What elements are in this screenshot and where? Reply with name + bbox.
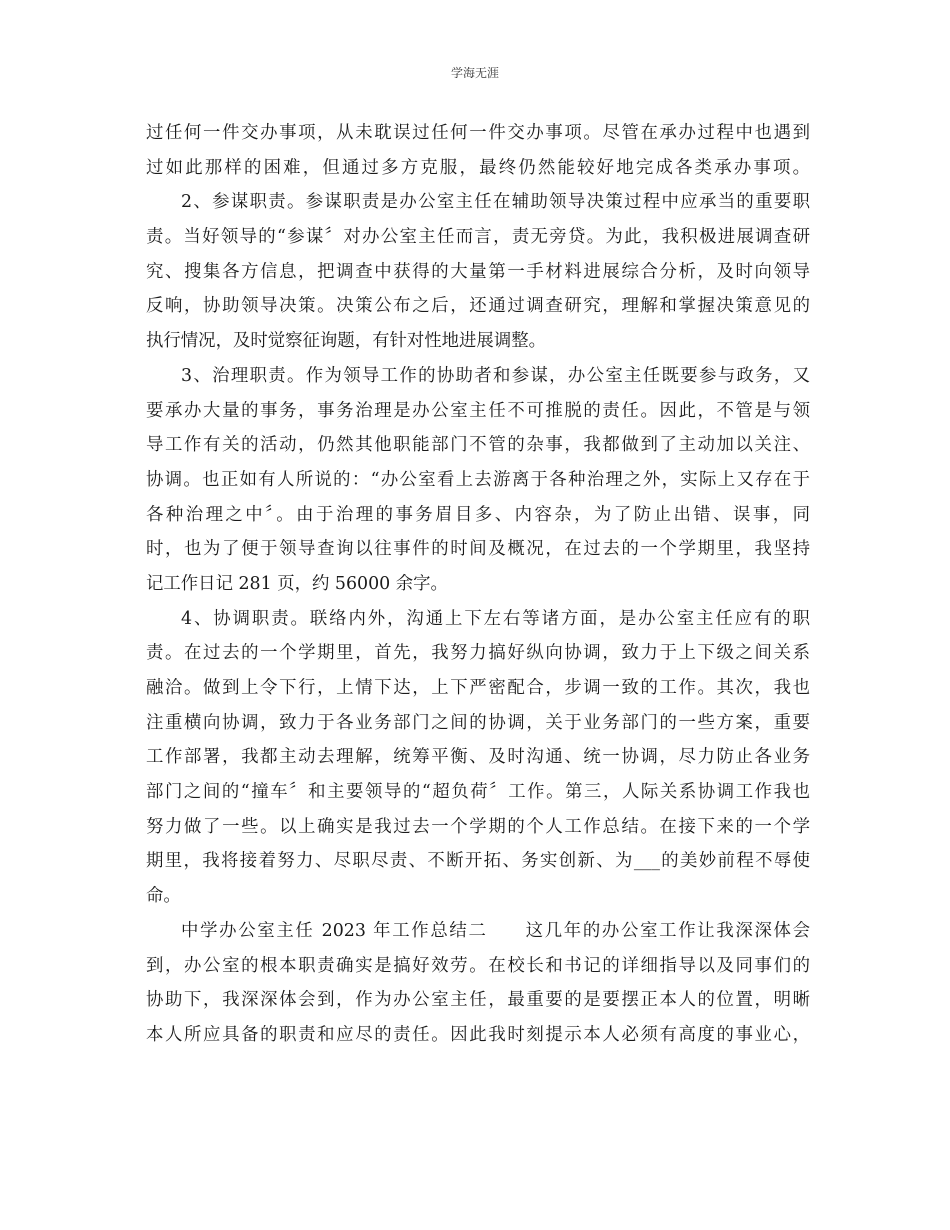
text-line: 时，也为了便于领导查询以往事件的时间及概况，在过去的一个学期里，我坚持 [146,539,810,560]
text-line: 4、协调职责。联络内外，沟通上下左右等诸方面，是办公室主任应有的职 [181,608,810,629]
text-line: 2、参谋职责。参谋职责是办公室主任在辅助领导决策过程中应承当的重要职 [181,192,810,213]
text-line: 工作部署，我都主动去理解，统筹平衡、及时沟通、统一协调，尽力防止各业务 [146,747,810,768]
document-body [146,116,810,1053]
text-line: 执行情况，及时觉察征询题，有针对性地进展调整。 [146,331,546,352]
text-line: 到，办公室的根本职责确实是搞好效劳。在校长和书记的详细指导以及同事们的 [146,955,810,976]
text-line: 责。在过去的一个学期里，首先，我努力搞好纵向协调，致力于上下级之间关系 [146,643,810,664]
page-header: 学海无涯 [450,66,499,80]
text-line: 本人所应具备的职责和应尽的责任。因此我时刻提示本人必须有高度的事业心， [146,1024,810,1045]
text-line: 中学办公室主任 2023 年工作总结二 这几年的办公室工作让我深深体会 [181,920,810,941]
text-line: 责。当好领导的“参谋〞对办公室主任而言，责无旁贷。为此，我积极进展调查研 [146,227,810,248]
text-line: 3、治理职责。作为领导工作的协助者和参谋，办公室主任既要参与政务，又 [181,365,810,386]
text-line: 反响，协助领导决策。决策公布之后，还通过调查研究，理解和掌握决策意见的 [146,296,810,317]
text-line: 努力做了一些。以上确实是我过去一个学期的个人工作总结。在接下来的一个学 [146,816,810,837]
text-line: 记工作日记 281 页，约 56000 余字。 [146,573,448,594]
text-line: 过如此那样的困难，但通过多方克服，最终仍然能较好地完成各类承办事项。 [146,157,810,178]
text-line: 注重横向协调，致力于各业务部门之间的协调，关于业务部门的一些方案，重要 [146,712,810,733]
text-line: 要承办大量的事务，事务治理是办公室主任不可推脱的责任。因此，不管是与领 [146,400,810,421]
text-line: 期里，我将接着努力、尽职尽责、不断开拓、务实创新、为___的美妙前程不辱使 [146,851,810,872]
text-line: 各种治理之中〞。由于治理的事务眉目多、内容杂，为了防止出错、误事，同 [146,504,810,525]
text-line: 过任何一件交办事项，从未耽误过任何一件交办事项。尽管在承办过程中也遇到 [146,123,810,143]
text-line: 导工作有关的活动，仍然其他职能部门不管的杂事，我都做到了主动加以关注、 [146,435,810,456]
text-line: 协调。也正如有人所说的：“办公室看上去游离于各种治理之外，实际上又存在于 [146,469,810,490]
text-line: 协助下，我深深体会到，作为办公室主任，最重要的是要摆正本人的位置，明晰 [146,990,810,1011]
text-line: 究、搜集各方信息，把调查中获得的大量第一手材料进展综合分析，及时向领导 [146,261,810,282]
text-line: 融洽。做到上令下行，上情下达，上下严密配合，步调一致的工作。其次，我也 [146,678,810,698]
text-line: 部门之间的“撞车〞和主要领导的“超负荷〞工作。第三，人际关系协调工作我也 [146,782,810,803]
text-line: 命。 [146,886,181,907]
